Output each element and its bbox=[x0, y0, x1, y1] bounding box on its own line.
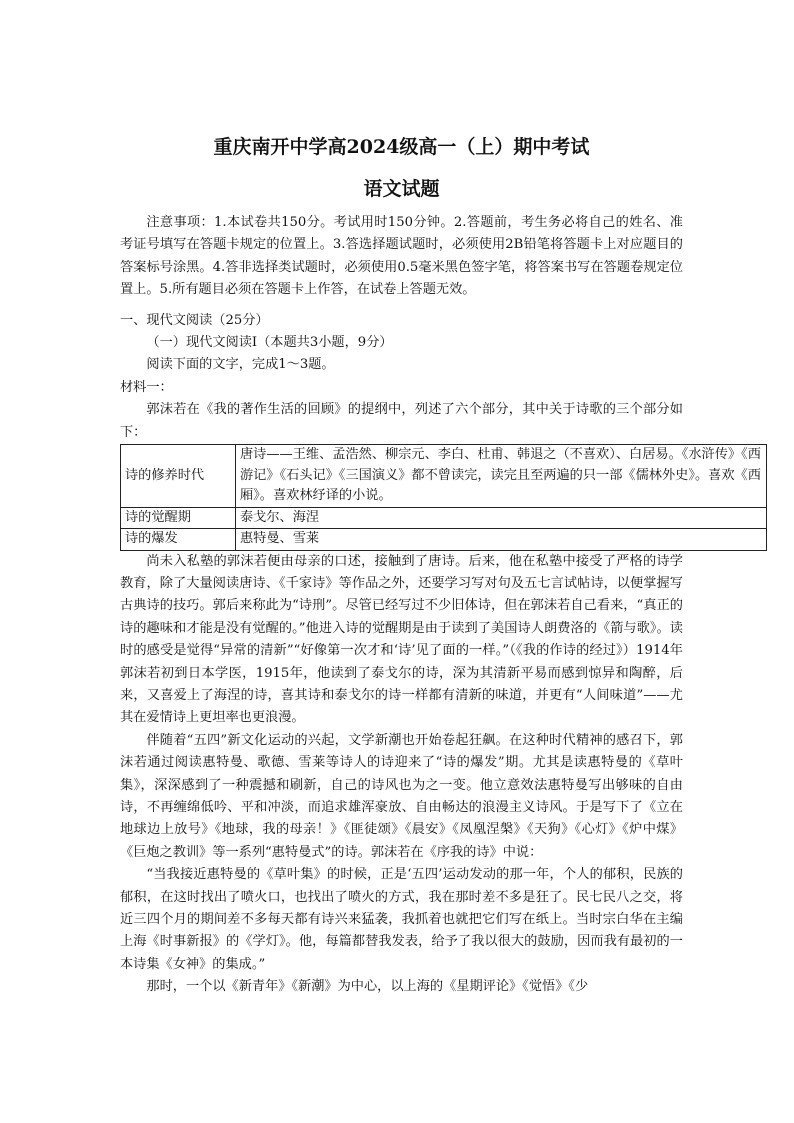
section-heading: 一、现代文阅读（25分） bbox=[120, 312, 269, 328]
poetry-periods-table bbox=[120, 444, 767, 551]
reading-instruction: 阅读下面的文字，完成1～3题。 bbox=[146, 357, 335, 373]
table-cell-category: 诗的觉醒期 bbox=[121, 507, 236, 529]
material-label: 材料一： bbox=[120, 379, 173, 395]
table-row bbox=[121, 507, 767, 529]
exam-subtitle: 语文试题 bbox=[363, 178, 440, 200]
table-cell-category: 诗的爆发 bbox=[121, 529, 236, 551]
body-paragraph: 那时，一个以《新青年》《新潮》为中心，以上海的《星期评论》《觉悟》《少 bbox=[146, 979, 589, 995]
quote-paragraph: “当我接近惠特曼的《草叶集》的时候，正是‘五四’运动发动的那一年，个人的郁积，民族的郁积，在这时找出了喷火口，也找出了喷火的方式，我在那时差不多是狂了。民七民八之交，将近三四个月的期间差不多每天都有诗兴来猛袭，我抓着也就把它们写在纸上。当时宗白华在主编上海《时事新报》的《学灯》。他，每篇都替我发表，给予了我以很大的鼓励，因而我有最初的一本诗集《女神》的集成。” bbox=[120, 867, 683, 972]
table-cell-content: 惠特曼、雪莱 bbox=[236, 529, 767, 551]
table-row bbox=[121, 445, 767, 508]
material-intro: 郭沫若在《我的著作生活的回顾》的提纲中，列述了六个部分，其中关于诗歌的三个部分如下： bbox=[120, 402, 683, 440]
table-cell-content: 泰戈尔、海涅 bbox=[236, 507, 767, 529]
body-paragraph: 伴随着“五四”新文化运动的兴起，文学新潮也开始卷起狂飙。在这种时代精神的感召下，郭沫若通过阅读惠特曼、歌德、雪莱等诗人的诗迎来了“诗的爆发”期。尤其是读惠特曼的《草叶集》，深深感到了一种震撼和刷新，自己的诗风也为之一变。他立意效法惠特曼写出够味的自由诗，不再缠绵低吟、平和冲淡，而追求雄浑豪放、自由畅达的浪漫主义诗风。于是写下了《立在地球边上放号》《地球，我的母亲！》《匪徒颂》《晨安》《凤凰涅槃》《天狗》《心灯》《炉中煤》《巨炮之教训》等一系列“惠特曼式”的诗。郭沫若在《序我的诗》中说： bbox=[120, 732, 683, 860]
table-row bbox=[121, 529, 767, 551]
page-content bbox=[120, 134, 761, 999]
body-paragraph: 尚未入私塾的郭沫若便由母亲的口述，接触到了唐诗。后来，他在私塾中接受了严格的诗学教育，除了大量阅读唐诗、《千家诗》等作品之外，还要学习写对句及五七言试帖诗，以便掌握写古典诗的技巧。郭后来称此为“诗刑”。尽管已经写过不少旧体诗，但在郭沫若自己看来，“真正的诗的趣味和才能是没有觉醒的。”他进入诗的觉醒期是由于读到了美国诗人朗费洛的《箭与歌》。读时的感受是觉得“异常的清新”“好像第一次才和‘诗’见了面的一样。”（《我的作诗的经过》）1914年郭沫若初到日本学医，1915年，他读到了泰戈尔的诗，深为其清新平易而感到惊异和陶醉，后来，又喜爱上了海涅的诗，喜其诗和泰戈尔的诗一样都有清新的味道，并更有“人间味道”——尤其在爱情诗上更坦率也更浪漫。 bbox=[120, 553, 683, 726]
table-cell-category: 诗的修养时代 bbox=[121, 445, 236, 508]
notice-paragraph: 注意事项：1.本试卷共150分。考试用时150分钟。2.答题前，考生务必将自己的姓名、准考证号填写在答题卡规定的位置上。3.答选择题试题时，必须使用2B铅笔将答题卡上对应题目的答案标号涂黑。4.答非选择类试题时，必须使用0.5毫米黑色签字笔，将答案书写在答题卷规定位置上。5.所有题目必须在答题卡上作答，在试卷上答题无效。 bbox=[120, 215, 683, 298]
exam-title: 重庆南开中学高2024级高一（上）期中考试 bbox=[213, 136, 590, 158]
subsection-heading: （一）现代文阅读Ⅰ（本题共3小题，9分） bbox=[146, 335, 393, 351]
table-cell-content: 唐诗——王维、孟浩然、柳宗元、李白、杜甫、韩退之（不喜欢）、白居易。《水浒传》《西游记》《石头记》《三国演义》都不曾读完，读完且至两遍的只一部《儒林外史》。喜欢《西厢》。喜欢林纾译的小说。 bbox=[236, 445, 767, 508]
